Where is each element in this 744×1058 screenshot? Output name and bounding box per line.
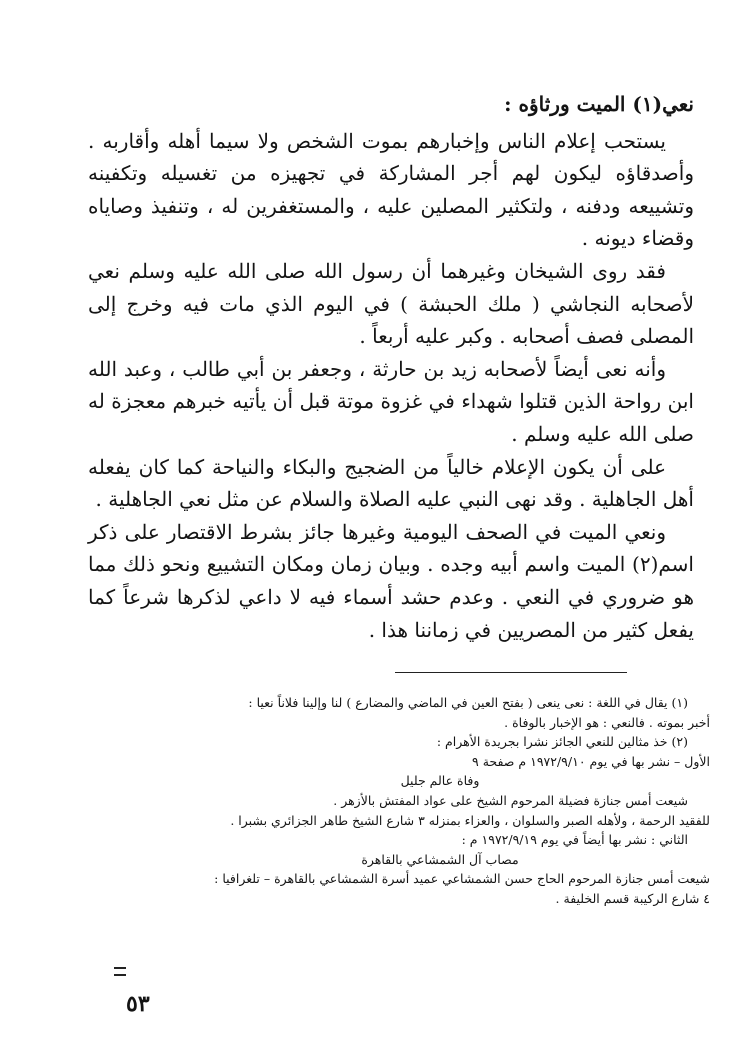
example-1-body: شيعت أمس جنازة فضيلة المرحوم الشيخ على عواد المفتش بالأزهر . <box>333 792 688 808</box>
example-1-headline: وفاة عالم جليل <box>400 773 480 789</box>
example-2-body: شيعت أمس جنازة المرحوم الحاج حسن الشمشاعي عميد أسرة الشمشاعي بالقاهرة – تلغرافيا : <box>214 871 710 887</box>
footnotes <box>110 693 710 909</box>
paragraph-3: وأنه نعى أيضاً لأصحابه زيد بن حارثة ، وجعفر بن أبي طالب ، وعبد الله ابن رواحة الذين قتلوا شهداء في غزوة موتة قبل أن يأتيه خبرهم معجزة له صلى الله عليه وسلم . <box>88 356 694 446</box>
example-2-headline: مصاب آل الشمشاعي بالقاهرة <box>361 851 519 867</box>
footnote-2-second-example: الثاني : نشر بها أيضاً في يوم ١٩٧٢/٩/١٩ م : <box>461 832 688 848</box>
main-text <box>88 88 694 646</box>
footnote-separator <box>395 672 627 673</box>
paragraph-2: فقد روى الشيخان وغيرهما أن رسول الله صلى الله عليه وسلم نعي لأصحابه النجاشي ( ملك الحبشة ) في اليوم الذي مات فيه وخرج إلى المصلى فصف أصحابه . وكبر عليه أربعاً . <box>88 258 694 349</box>
example-1-condolence: للفقيد الرحمة ، ولأهله الصبر والسلوان ، والعزاء بمنزله ٣ شارع الشيخ طاهر الجزائري بشبرا . <box>230 812 710 828</box>
page-number: ٥٣ <box>126 991 150 1017</box>
footnote-2-intro: (٢) خذ مثالين للنعي الجائز نشرا بجريدة الأهرام : <box>436 734 688 750</box>
paragraph-1: يستحب إعلام الناس وإخبارهم بموت الشخص ولا سيما أهله وأقاربه . وأصدقاؤه ليكون لهم أجر المشاركة في تجهيزه من تغسيله وتكفينه وتشييعه ودفنه ، ولتكثير المصلين عليه ، والمستغفرين له ، وتنفيذ وصاياه وقضاء ديونه . <box>88 128 694 251</box>
footnote-2-first-example: الأول – نشر بها في يوم ١٩٧٢/٩/١٠ م صفحة ٩ <box>472 753 710 769</box>
footnote-1-line-1: (١) يقال في اللغة : نعى ينعى ( بفتح العين في الماضي والمضارع ) لنا وإلينا فلاناً نعيا : <box>248 695 688 710</box>
paragraph-4: على أن يكون الإعلام خالياً من الضجيج والبكاء والنياحة كما كان يفعله أهل الجاهلية . وقد نهى النبي عليه الصلاة والسلام عن مثل نعي الجاهلية . <box>88 454 694 512</box>
paragraph-5: ونعي الميت في الصحف اليومية وغيرها جائز بشرط الاقتصار على ذكر اسم(٢) الميت واسم أبيه وجده . وبيان زمان ومكان التشييع ونحو ذلك مما هو ضروري في النعي . وعدم حشد أسماء فيه لا داعي لذكرها شرعاً كما يفعل كثير من المصريين في زماننا هذا . <box>88 519 694 642</box>
printer-mark <box>114 967 126 976</box>
section-heading: نعي(١) الميت ورثاؤه : <box>504 92 694 116</box>
example-2-address: ٤ شارع الركيبة قسم الخليفة . <box>555 890 710 906</box>
footnote-1-line-2: أخبر بموته . فالنعي : هو الإخبار بالوفاة . <box>504 714 710 730</box>
